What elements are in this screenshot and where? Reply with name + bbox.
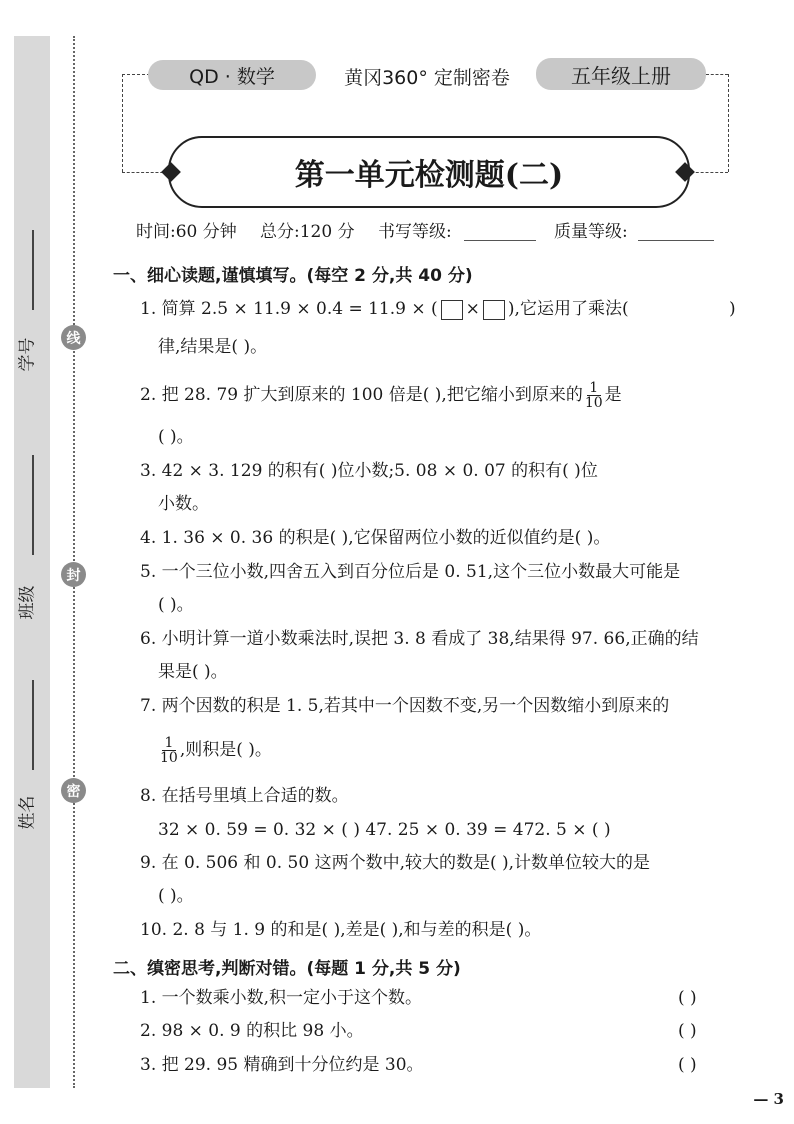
q1-times: × <box>465 299 480 319</box>
q6-line2: 果是( )。 <box>158 662 228 682</box>
exam-title: 第一单元检测题(二) <box>168 136 690 208</box>
header-dash-left-v <box>122 74 123 172</box>
q3-line2: 小数。 <box>158 494 209 514</box>
q6-line1: 6. 小明计算一道小数乘法时,误把 3. 8 看成了 38,结果得 97. 66,正确的结 <box>140 629 699 649</box>
series-title: 黄冈360° 定制密卷 <box>344 66 510 89</box>
class-line <box>32 455 34 555</box>
student-number-line <box>32 230 34 310</box>
seal-feng: 封 <box>61 562 86 587</box>
header-dash-left <box>122 74 150 75</box>
binding-margin-strip <box>14 36 50 1088</box>
q2-frac-num: 1 <box>589 380 599 396</box>
q3-line1: 3. 42 × 3. 129 的积有( )位小数;5. 08 × 0. 07 的积有( )位 <box>140 461 598 481</box>
q7-frac-den: 10 <box>160 750 178 766</box>
q1-box-1[interactable] <box>441 300 463 320</box>
q2-text-pre: 2. 把 28. 79 扩大到原来的 100 倍是( ),把它缩小到原来的 <box>140 385 583 405</box>
seal-mi: 密 <box>61 778 86 803</box>
quality-blank[interactable] <box>638 240 714 241</box>
q1-text-pre: 1. 简算 2.5 × 11.9 × 0.4 = 11.9 × ( <box>140 299 438 319</box>
judge-item-2: 2. 98 × 0. 9 的积比 98 小。 <box>140 1021 364 1041</box>
q8-line1: 8. 在括号里填上合适的数。 <box>140 786 349 806</box>
q5-line1: 5. 一个三位小数,四舍五入到百分位后是 0. 51,这个三位小数最大可能是 <box>140 562 681 582</box>
q1-close-paren: ) <box>729 299 736 319</box>
seal-xian: 线 <box>61 325 86 350</box>
q9-line2: ( )。 <box>158 886 194 906</box>
q2-fraction <box>585 381 603 410</box>
q8-line2: 32 × 0. 59 = 0. 32 × ( ) 47. 25 × 0. 39 = 472. 5 × ( ) <box>158 820 611 840</box>
judge-answer-3[interactable]: ( ) <box>678 1055 697 1075</box>
grade-pill: 五年级上册 <box>536 58 706 90</box>
name-label: 姓名 <box>17 795 38 830</box>
q2-frac-den: 10 <box>584 395 603 411</box>
header-dash-right <box>706 74 728 75</box>
q7-line2 <box>158 736 272 765</box>
q5-line2: ( )。 <box>158 595 194 615</box>
q2-line2: ( )。 <box>158 427 194 447</box>
page-number: — 3 <box>753 1090 784 1108</box>
q2-text-post: 是 <box>604 385 622 405</box>
q7-line1: 7. 两个因数的积是 1. 5,若其中一个因数不变,另一个因数缩小到原来的 <box>140 696 670 716</box>
q1-line2: 律,结果是( )。 <box>158 337 268 357</box>
info-time: 时间:60 分钟 <box>136 222 237 242</box>
judge-item-3: 3. 把 29. 95 精确到十分位约是 30。 <box>140 1055 424 1075</box>
q1-box-2[interactable] <box>483 300 505 320</box>
q2-line1 <box>140 381 622 410</box>
name-line <box>32 680 34 770</box>
section1-heading: 一、细心读题,谨慎填写。(每空 2 分,共 40 分) <box>113 266 473 286</box>
q4-line: 4. 1. 36 × 0. 36 的积是( ),它保留两位小数的近似值约是( )。 <box>140 528 611 548</box>
q10-line: 10. 2. 8 与 1. 9 的和是( ),差是( ),和与差的积是( )。 <box>140 920 542 940</box>
q7-fraction <box>160 736 178 765</box>
writing-blank[interactable] <box>464 240 536 241</box>
q7-frac-num: 1 <box>164 735 174 751</box>
q9-line1: 9. 在 0. 506 和 0. 50 这两个数中,较大的数是( ),计数单位较大的是 <box>140 853 651 873</box>
q1-text-post: ),它运用了乘法( <box>507 299 629 319</box>
q1-line1 <box>140 299 629 320</box>
q7-text: ,则积是( )。 <box>179 740 272 760</box>
judge-answer-1[interactable]: ( ) <box>678 988 697 1008</box>
info-writing: 书写等级: <box>378 222 452 242</box>
judge-item-1: 1. 一个数乘小数,积一定小于这个数。 <box>140 988 423 1008</box>
header-dash-right-v <box>728 74 729 172</box>
judge-answer-2[interactable]: ( ) <box>678 1021 697 1041</box>
info-score: 总分:120 分 <box>260 222 355 242</box>
student-number-label: 学号 <box>17 337 38 372</box>
info-quality: 质量等级: <box>554 222 628 242</box>
section2-heading: 二、缜密思考,判断对错。(每题 1 分,共 5 分) <box>113 959 461 979</box>
class-label: 班级 <box>17 585 38 620</box>
subject-pill: QD · 数学 <box>148 60 316 90</box>
